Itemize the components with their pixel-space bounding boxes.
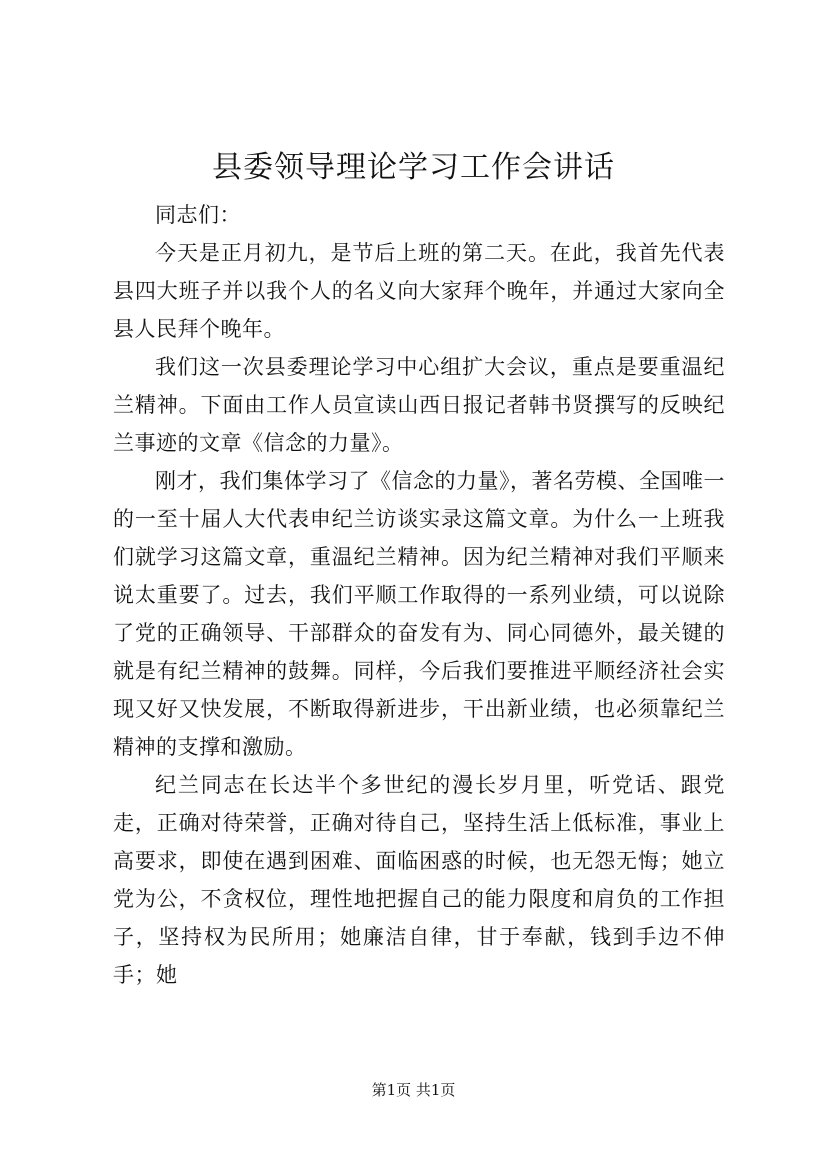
paragraph: 纪兰同志在长达半个多世纪的漫长岁月里，听党话、跟党走，正确对待荣誉，正确对待自己，坚持生活上低标准，事业上高要求，即使在遇到困难、面临困惑的时候，也无怨无悔；她立党为公，不贪权位，理性地把握自己的能力限度和肩负的工作担子，坚持权为民所用；她廉洁自律，甘于奉献，钱到手边不伸手；她 bbox=[113, 773, 725, 987]
document-body bbox=[113, 196, 725, 994]
page-footer: 第1页 共1页 bbox=[371, 1081, 456, 1099]
paragraph: 我们这一次县委理论学习中心组扩大会议，重点是要重温纪兰精神。下面由工作人员宣读山西日报记者韩书贤撰写的反映纪兰事迹的文章《信念的力量》。 bbox=[113, 355, 725, 455]
paragraph: 今天是正月初九，是节后上班的第二天。在此，我首先代表县四大班子并以我个人的名义向大家拜个晚年，并通过大家向全县人民拜个晚年。 bbox=[113, 241, 725, 341]
document-title: 县委领导理论学习工作会讲话 bbox=[212, 150, 615, 185]
salutation: 同志们： bbox=[155, 203, 241, 227]
paragraph: 刚才，我们集体学习了《信念的力量》，著名劳模、全国唯一的一至十届人大代表申纪兰访谈实录这篇文章。为什么一上班我们就学习这篇文章，重温纪兰精神。因为纪兰精神对我们平顺来说太重要了。过去，我们平顺工作取得的一系列业绩，可以说除了党的正确领导、干部群众的奋发有为、同心同德外，最关键的就是有纪兰精神的鼓舞。同样，今后我们要推进平顺经济社会实现又好又快发展，不断取得新进步，干出新业绩，也必须靠纪兰精神的支撑和激励。 bbox=[113, 469, 725, 759]
